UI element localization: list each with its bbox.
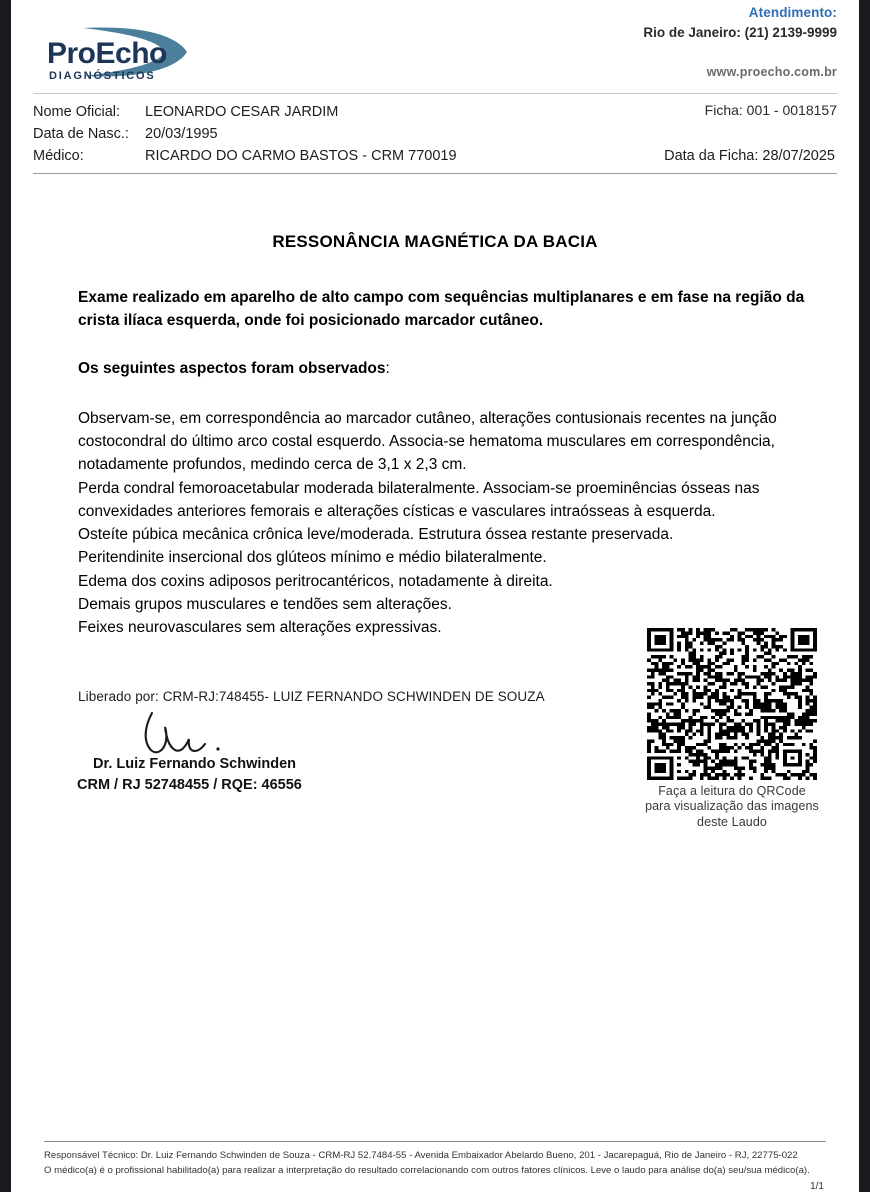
page-edge-bar-right	[859, 0, 870, 1192]
qrcode-block	[641, 628, 823, 830]
patient-birth-row	[33, 123, 837, 145]
qrcode-caption	[641, 784, 823, 830]
svg-text:ProEcho: ProEcho	[47, 37, 167, 70]
page-edge-bar-left	[0, 0, 11, 1192]
patient-name-label: Nome Oficial:	[33, 104, 121, 120]
report-sheet	[11, 0, 859, 1200]
patient-doctor-value: RICARDO DO CARMO BASTOS - CRM 770019	[145, 148, 457, 165]
document-footer	[22, 1141, 848, 1192]
footer-technical-responsible: Responsável Técnico: Dr. Luiz Fernando Schwinden de Souza - CRM-RJ 52.7484-55 - Avenida Embaixador Abelardo Bueno, 201 - Jacarepaguá, Rio de Janeiro - RJ, 22775-022	[44, 1149, 798, 1161]
contact-title: Atendimento:	[748, 5, 837, 20]
findings-section-label-bold: Os seguintes aspectos foram observados	[78, 360, 386, 378]
finding-paragraph: Feixes neurovasculares sem alterações expressivas.	[78, 619, 442, 637]
website-link[interactable]: www.proecho.com.br	[706, 65, 837, 80]
header-divider-bottom	[33, 173, 837, 174]
footer-disclaimer: O médico(a) é o profissional habilitado(a) para realizar a interpretação do resultado correlacionando com outros fatores clínicos. Leve o laudo para análise do(a) seu/sua médico(a).	[44, 1165, 810, 1177]
qrcode-image[interactable]	[647, 628, 817, 780]
contact-phone: Rio de Janeiro: (21) 2139-9999	[643, 25, 837, 41]
qrcode-caption-line-3: deste Laudo	[697, 814, 767, 829]
patient-name-value: LEONARDO CESAR JARDIM	[145, 104, 339, 120]
patient-doctor-row	[33, 145, 837, 167]
patient-birth-value: 20/03/1995	[145, 126, 218, 143]
finding-paragraph: Peritendinite insercional dos glúteos mínimo e médio bilateralmente.	[78, 549, 547, 567]
findings-section-label-tail: :	[385, 360, 390, 378]
exam-title: RESSONÂNCIA MAGNÉTICA DA BACIA	[272, 232, 598, 252]
patient-info-block	[11, 94, 859, 173]
page-number: 1/1	[810, 1181, 824, 1192]
finding-paragraph: Demais grupos musculares e tendões sem alterações.	[78, 595, 452, 613]
qrcode-caption-line-1: Faça a leitura do QRCode	[658, 784, 806, 798]
findings-section-label	[33, 358, 837, 381]
svg-text:DIAGNÓSTICOS: DIAGNÓSTICOS	[49, 70, 156, 82]
qrcode-caption-line-2: para visualização das imagens	[645, 799, 819, 814]
released-by-line: Liberado por: CRM-RJ:748455- LUIZ FERNANDO SCHWINDEN DE SOUZA	[78, 689, 545, 705]
ficha-number: Ficha: 001 - 0018157	[704, 102, 837, 119]
finding-paragraph: Edema dos coxins adiposos peritrocantéricos, notadamente à direita.	[78, 572, 553, 590]
patient-birth-label: Data de Nasc.:	[33, 126, 129, 143]
finding-paragraph: Observam-se, em correspondência ao marcador cutâneo, alterações contusionais recentes na junção costocondral do último arco costal esquerdo. Associa-se hematoma musculares em correspondência, notadamente profundos, medindo cerca de 3,1 x 2,3 cm.	[78, 409, 777, 474]
signing-doctor-crm: CRM / RJ 52748455 / RQE: 46556	[77, 777, 302, 794]
finding-paragraph: Perda condral femoroacetabular moderada bilateralmente. Associam-se proeminências ósseas nas convexidades anteriores femorais e alterações císticas e vasculares intraósseas à esquerda.	[78, 479, 760, 520]
patient-name-row	[33, 101, 837, 123]
record-date: Data da Ficha: 28/07/2025	[664, 148, 835, 165]
footer-divider	[44, 1141, 826, 1142]
signing-doctor-name: Dr. Luiz Fernando Schwinden	[93, 756, 297, 773]
exam-technique-paragraph: Exame realizado em aparelho de alto campo com sequências multiplanares e em fase na região da crista ilíaca esquerda, onde foi posicionado marcador cutâneo.	[78, 289, 805, 329]
finding-paragraph: Osteíte púbica mecânica crônica leve/moderada. Estrutura óssea restante preservada.	[78, 526, 674, 544]
patient-doctor-label: Médico:	[33, 148, 84, 165]
findings-list	[33, 407, 837, 640]
proecho-logo	[47, 26, 247, 88]
